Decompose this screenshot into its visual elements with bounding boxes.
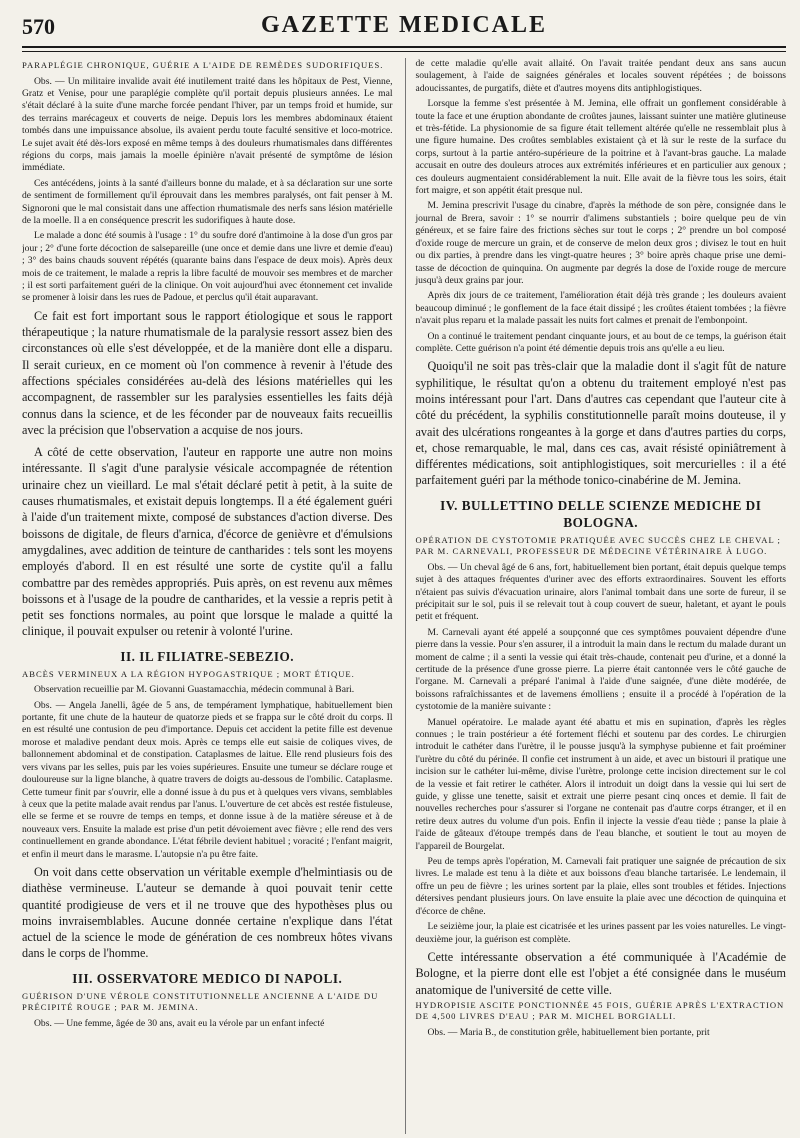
commentary-paragraph: Cette intéressante observation a été communiquée à l'Académie de Bologne, et la pierre dont elle est l'objet a été consignée dans le muséum anatomique de l'université de cette ville. bbox=[415, 949, 786, 997]
paragraph: On a continué le traitement pendant cinquante jours, et au bout de ce temps, la guérison était complète. Cette guérison n'a point été démentie depuis trois ans qu'elle a eu lieu. bbox=[415, 330, 786, 354]
paragraph: Peu de temps après l'opération, M. Carnevali fait pratiquer une saignée de précaution de six livres. Le malade est tenu à la diète et aux boissons d'eau blanche tartarisée. Le lendemain, il offre un peu de fièvre ; les urines sortent par la plaie, elles sont troubles et fétides. Injections détersives pendant plusieurs jours. On lave ensuite la plaie avec une décoction de quinquina et d'écorce de chêne. bbox=[415, 856, 786, 917]
paragraph: Obs. — Angela Janelli, âgée de 5 ans, de tempérament lymphatique, habituellement bien portante, fit une chute de la hauteur de quatorze pieds et se frappa sur le côté droit du corps. Il en est résulté une contusion de peu d'importance. Depuis cet accident la petite fille est devenue morose et maladive pendant deux mois. Après ce temps elle eut saisie de coliques vives, de ballonnement abdominal et de constipation. Cataplasmes de laitue. Elle rend plusieurs fois des vers vivans par les selles, puis par les voies supérieures. Ensuite une tumeur se déclare rouge et douloureuse sur la ligne blanche, à quatre travers de doigts au-dessous de l'ombilic. Cataplasme. Cette tumeur finit par s'ouvrir, elle a donné issue à du pus et à quelques vers vivans, semblables à ceux que la petite malade avait rendus par l'anus. L'ouverture de cet abcès est restée fistuleuse, elle se ferme et se rouvre de temps en temps, et donne issue à de la matière séreuse et à de nouveaux vers. Ensuite la malade est prise d'un petit dévoiement avec fièvre ; elle rend des vers continuellement en grande abondance. L'état fébrile devient habituel ; voracité ; l'enfant maigrit, et enfin il meurt dans le marasme. L'autopsie n'a pu être faite. bbox=[22, 699, 393, 860]
paragraph: Manuel opératoire. Le malade ayant été abattu et mis en supination, d'après les règles connues ; le train postérieur a été fortement fléchi et soutenu par des cordes. Le chirurgien introduit le cathéter dans l'urètre, il le pousse jusqu'à la symphyse pubienne et fait proéminer l'urètre du côté du périnée. Il confie cet instrument à un aide, et avec un bistouri il pratique une incision sur le cathéter lui-même, divise l'urètre, prolonge cette incision directement sur le col de la vessie et fait retirer le cathéter. Alors il introduit un doigt dans la vessie qui lui sert de guide, y glisse une tenette, saisit et extrait une pierre pesant cinq onces et demie. Il fait de nouvelles recherches pour s'assurer si l'organe ne contenait pas d'autre corps étranger, et il en retire deux autres du volume d'un pois. Enfin il injecte la vessie d'eau tiède ; panse la plaie à l'aide de gâteaux d'étoupe trempés dans de l'eau blanche, et soutient le tout au moyen de l'appareil de Bourgelat. bbox=[415, 716, 786, 852]
section-heading-filiatre: II. IL FILIATRE-SEBEZIO. bbox=[120, 648, 295, 664]
paragraph: de cette maladie qu'elle avait allaité. On l'avait traitée pendant deux ans sans aucun soulagement, à l'aide de saignées générales et locales souvent répétées ; de boissons adoucissantes, de purgatifs, diète et d'autres moyens dits antiphlogistiques. bbox=[415, 58, 786, 94]
commentary-paragraph: Ce fait est fort important sous le rapport étiologique et sous le rapport thérapeutique ; la nature rhumatismale de la paralysie ressort assez bien des circonstances où elle s'est développée, et de la manière dont elle a disparu. Il serait curieux, en ce moment où l'on commence à revenir à l'étude des affections spéciales considérées au-delà des lésions matérielles qui les accompagnent, de rassembler sur les paralysies essentielles les faits déjà connus dans la science, et de les féconder par de nouveaux faits recueillis avec la précision que l'observation a acquise de nos jours. bbox=[22, 308, 393, 437]
right-column bbox=[405, 58, 787, 1134]
paragraph: M. Jemina prescrivit l'usage du cinabre, d'après la méthode de son père, consignée dans le journal de Brera, savoir : 1° se nourrir d'alimens substantiels ; boire quelque peu de vin généreux, et se faire faire des frictions sèches sur tout le corps ; 2° prendre un bol composé d'oxide rouge de mercure un grain, et de conserve de melon deux gros ; divisez le tout en huit ou dix parties, à prendre dans les vingt-quatre heures ; 3° boire après chaque prise une demi-tasse de décoction de quinquina. On augmente par degrés la dose de l'oxide rouge de mercure jusqu'à deux grains par jour. bbox=[415, 200, 786, 286]
paragraph: Obs. — Un cheval âgé de 6 ans, fort, habituellement bien portant, était depuis quelque temps sujet à des attaques fréquentes d'uriner avec des efforts extraordinaires. Souvent les efforts n'étaient pas suivis d'évacuation urinaire, alors l'animal tombait dans une sorte de fureur, il se précipitait sur le sol, puis il se relevait tout à coup couvert de sueur, haletant, et ayant le pouls petit et fréquent. bbox=[415, 561, 786, 623]
page-number: 570 bbox=[22, 14, 55, 39]
byline: Observation recueillie par M. Giovanni Guastamacchia, médecin communal à Bari. bbox=[34, 684, 355, 696]
article-title-cystotomie: OPÉRATION DE CYSTOTOMIE PRATIQUÉE AVEC SUCCÈS CHEZ LE CHEVAL ; PAR M. CARNEVALI, PROFESSEUR DE MÉDECINE VÉTÉRINAIRE À LUGO. bbox=[415, 534, 781, 557]
paragraph: Obs. — Une femme, âgée de 30 ans, avait eu la vérole par un enfant infecté bbox=[34, 1017, 325, 1029]
section-heading-osservatore: III. OSSERVATORE MEDICO DI NAPOLI. bbox=[72, 970, 343, 986]
article-title-hydropisie: HYDROPISIE ASCITE PONCTIONNÉE 45 FOIS, GUÉRIE APRÈS L'EXTRACTION DE 4,500 LIVRES D'EAU ; PAR M. MICHEL BORGIALLI. bbox=[415, 999, 785, 1022]
section-heading-bullettino: IV. BULLETTINO DELLE SCIENZE MEDICHE DI BOLOGNA. bbox=[440, 497, 762, 530]
masthead bbox=[22, 0, 786, 48]
columns bbox=[22, 52, 786, 1134]
paragraph: Obs. — Maria B., de constitution grêle, habituellement bien portante, prit bbox=[427, 1026, 710, 1038]
paragraph: Lorsque la femme s'est présentée à M. Jemina, elle offrait un gonflement considérable à toute la face et une éruption abondante de croûtes jaunes, laissant suinter une matière glutineuse et très-fétide. La physionomie de sa figure était tellement altérée qu'elle ne ressemblait plus à une figure humaine. Des croûtes semblables existaient çà et là sur le reste de la surface du corps, surtout à la partie antéro-supérieure de la poitrine et à l'avant-bras gauche. La malade accusait en outre des douleurs atroces aux extrémités inférieures et en particulier aux genoux ; ces douleurs augmentaient considérablement la nuit. Elle avait de la fièvre tous les soirs, était fort maigre, et son appétit était presque nul. bbox=[415, 98, 786, 197]
journal-title: GAZETTE MEDICALE bbox=[260, 12, 548, 38]
paragraph: Le seizième jour, la plaie est cicatrisée et les urines passent par les voies naturelles. Le vingt-deuxième jour, la guérison est complète. bbox=[415, 921, 786, 945]
article-title-verole: GUÉRISON D'UNE VÉROLE CONSTITUTIONNELLE ANCIENNE A L'AIDE DU PRÉCIPITÉ ROUGE ; PAR M. JEMINA. bbox=[22, 990, 379, 1013]
commentary-paragraph: A côté de cette observation, l'auteur en rapporte une autre non moins intéressante. Il s'agit d'une paralysie vésicale accompagnée de rétention urinaire chez un vieillard. Le mal s'était déclaré petit à petit, à la suite de causes rhumatismales, et existait depuis longtemps. Il a été également guéri à l'aide d'un traitement mixte, composé de substances d'action diverse. Des boissons de digitale, de fleurs d'arnica, d'écorce de genièvre et d'émulsions amygdalines, avec addition de teinture de cantharides : tels sont les moyens employés d'abord. Il en est résulté une sorte de cystite qu'il a fallu combattre par des remèdes appropriés. Puis après, on est revenu aux mêmes boissons et à l'usage de la poudre de cantharides, et la vessie a repris petit à petit ses fonctions normales, au point que lorsque le malade a quitté la clinique, il pouvait expulser ou retenir à volonté l'urine. bbox=[22, 445, 393, 639]
article-title-paraplegie: PARAPLÉGIE CHRONIQUE, GUÉRIE A L'AIDE DE REMÈDES SUDORIFIQUES. bbox=[22, 60, 384, 70]
left-column bbox=[22, 58, 393, 1134]
paragraph: Le malade a donc été soumis à l'usage : 1° du soufre doré d'antimoine à la dose d'un gros par jour ; 2° d'une forte décoction de salsepareille (une once et demie dans une livre et demie d'eau) ; 3° des bains chauds souvent répétés (quarante bains dans l'espace de deux mois). Après deux mois de ce traitement, le malade a repris la libre faculté de mouvoir ses membres et de marcher ; il est sorti parfaitement guéri de la clinique. On voit aujourd'hui avec étonnement cet invalide se promener à loisir dans les rues de Padoue, et perclus qu'il était auparavant. bbox=[22, 230, 393, 304]
paragraph: Ces antécédens, joints à la santé d'ailleurs bonne du malade, et à sa déclaration sur une sorte de sentiment de formillement qu'il éprouvait dans les membres paralysés, ont fait penser à M. Signoroni que le mal consistait dans une affection rhumatismale des nerfs sans lésion matérielle de la moelle. Il a en conséquence prescrit les sudorifiques à haute dose. bbox=[22, 177, 393, 226]
commentary-paragraph: On voit dans cette observation un véritable exemple d'helmintiasis ou de diathèse vermineuse. L'auteur se demande à quoi pouvait tenir cette quantité prodigieuse de vers et il ne trouve que des hypothèses plus ou moins invraisemblables. Aucune donnée certaine n'explique dans l'état actuel de la science le mode de génération de ces nombreux hôtes vivans dans le corps de l'homme. bbox=[22, 864, 393, 961]
commentary-paragraph: Quoiqu'il ne soit pas très-clair que la maladie dont il s'agit fût de nature syphilitique, le résultat qu'on a obtenu du traitement employé n'est pas moins intéressant pour l'art. Dans d'autres cas cependant que l'auteur cite à côté du précédent, la syphilis constitutionnelle paraît moins douteuse, il y avait des ulcérations rongeantes à la gorge et dans d'autres parties du corps, et, chose remarquable, le mal, dans ces cas, avait résisté opiniâtrement à différentes médications, soit antiphlogistiques, soit mercurielles : il a été parfaitement guéri par la méthode tonico-cinabérine de M. Jemina. bbox=[415, 359, 786, 488]
article-title-abces: ABCÈS VERMINEUX A LA RÉGION HYPOGASTRIQUE ; MORT ÉTIQUE. bbox=[22, 668, 355, 679]
paragraph: M. Carnevali ayant été appelé a soupçonné que ces symptômes pouvaient dépendre d'une pierre dans la vessie. Pour s'en assurer, il a introduit la main dans le rectum du malade durant un moment de calme ; il a senti la vessie qui était très-chaude, contenait peu d'urine, et a donné la certitude de la présence d'une grosse pierre. La pierre était cantonnée vers le côté gauche de l'organe. M. Carnevali a préparé l'animal à l'aide d'une saignée, d'une diète modérée, de boissons rafraîchissantes et de lavemens émolliens ; ensuite il a procédé à l'opération de la cystotomie de la manière suivante : bbox=[415, 626, 786, 713]
paragraph: Après dix jours de ce traitement, l'amélioration était déjà très grande ; les douleurs avaient beaucoup diminué ; le gonflement de la face était dissipé ; les croûtes étaient tombées ; la fièvre n'avait plus reparu et la malade passait les nuits fort calmes et prenait de l'embonpoint. bbox=[415, 290, 786, 327]
paragraph: Obs. — Un militaire invalide avait été inutilement traité dans les hôpitaux de Pest, Vienne, Gratz et Venise, pour une paraplégie complète qu'il portait depuis plusieurs années. Le mal s'était déclaré à la suite d'une marche forcée pendant l'hiver, par un temps froid et humide, sur des terrains marécageux et couverts de neige. Depuis lors les membres abdominaux étaient tombés dans une impuissance absolue, ils avaient perdu toute faculté sensitive et loco-motrice. Le sujet avait été dès-lors exposé en même temps à des douleurs rhumatismales dans différentes régions du corps, mais jamais la moelle épinière n'avait présenté de symptôme de lésion immédiate. bbox=[22, 75, 393, 174]
